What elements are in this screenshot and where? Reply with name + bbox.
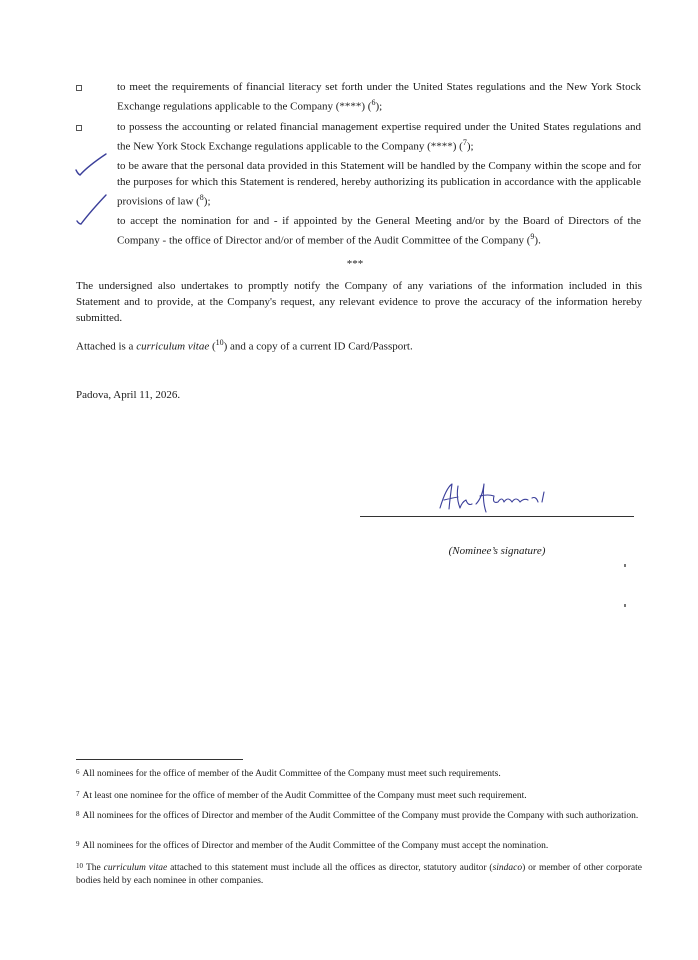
signature-line [360, 516, 634, 517]
attachment-paragraph: Attached is a curriculum vitae ($^{10}$) and a copy of a current ID Card/Passport. [76, 338, 413, 353]
requirement-accept-nomination: to accept the nomination for and - if appointed by the General Meeting and/or by the Board of Directors of the Company - the office of Director and/or of member of the Audit Committee of the Company ($^9$). [117, 215, 641, 247]
signature-caption: (Nominee’s signature) [448, 545, 546, 557]
requirement-financial-literacy: to meet the requirements of financial literacy set forth under the United States regulations and the New York Stock Exchange regulations applicable to the Company (****) ($^6$); [117, 81, 641, 113]
undertaking-paragraph: The undersigned also undertakes to promptly notify the Company of any variations of the information included in this Statement and to provide, at the Company's request, any relevant evidence to prove the accuracy of the information hereby submitted. [76, 280, 642, 324]
place-and-date: Padova, April 11, 2026. [76, 389, 181, 401]
handwritten-signature [432, 478, 572, 518]
scan-speck [624, 604, 626, 607]
checkmark-icon[interactable] [74, 192, 108, 228]
requirement-financial-expertise: to possess the accounting or related financial management expertise required under the United States regulations and the New York Stock Exchange regulations applicable to the Company (****) ($^7$); [117, 121, 641, 153]
scan-speck [624, 564, 626, 567]
footnote-6: $^6$ All nominees for the office of member of the Audit Committee of the Company must meet such requirements. [76, 768, 501, 779]
footnote-separator [76, 759, 243, 760]
footnote-7: $^7$ At least one nominee for the office of member of the Audit Committee of the Company must meet such requirement. [76, 790, 527, 801]
checkbox-financial-expertise[interactable] [76, 125, 82, 131]
section-separator: *** [346, 258, 364, 270]
footnote-9: $^9$ All nominees for the offices of Director and member of the Audit Committee of the Company must accept the nomination. [76, 840, 549, 851]
requirement-data-privacy: to be aware that the personal data provided in this Statement will be handled by the Company within the scope and for the purposes for which this Statement is rendered, hereby authorizing its publication in accordance with the applicable provisions of law ($^8$); [117, 160, 641, 208]
footnote-8: $^8$ All nominees for the offices of Director and member of the Audit Committee of the Company must provide the Company with such authorization. [76, 810, 639, 821]
footnote-10: $^{10}$ The curriculum vitae attached to this statement must include all the offices as director, statutory auditor (sindaco) or member of other corporate bodies held by each nominee in other companies. [76, 862, 642, 886]
checkbox-financial-literacy[interactable] [76, 85, 82, 91]
checkmark-icon[interactable] [74, 150, 108, 180]
